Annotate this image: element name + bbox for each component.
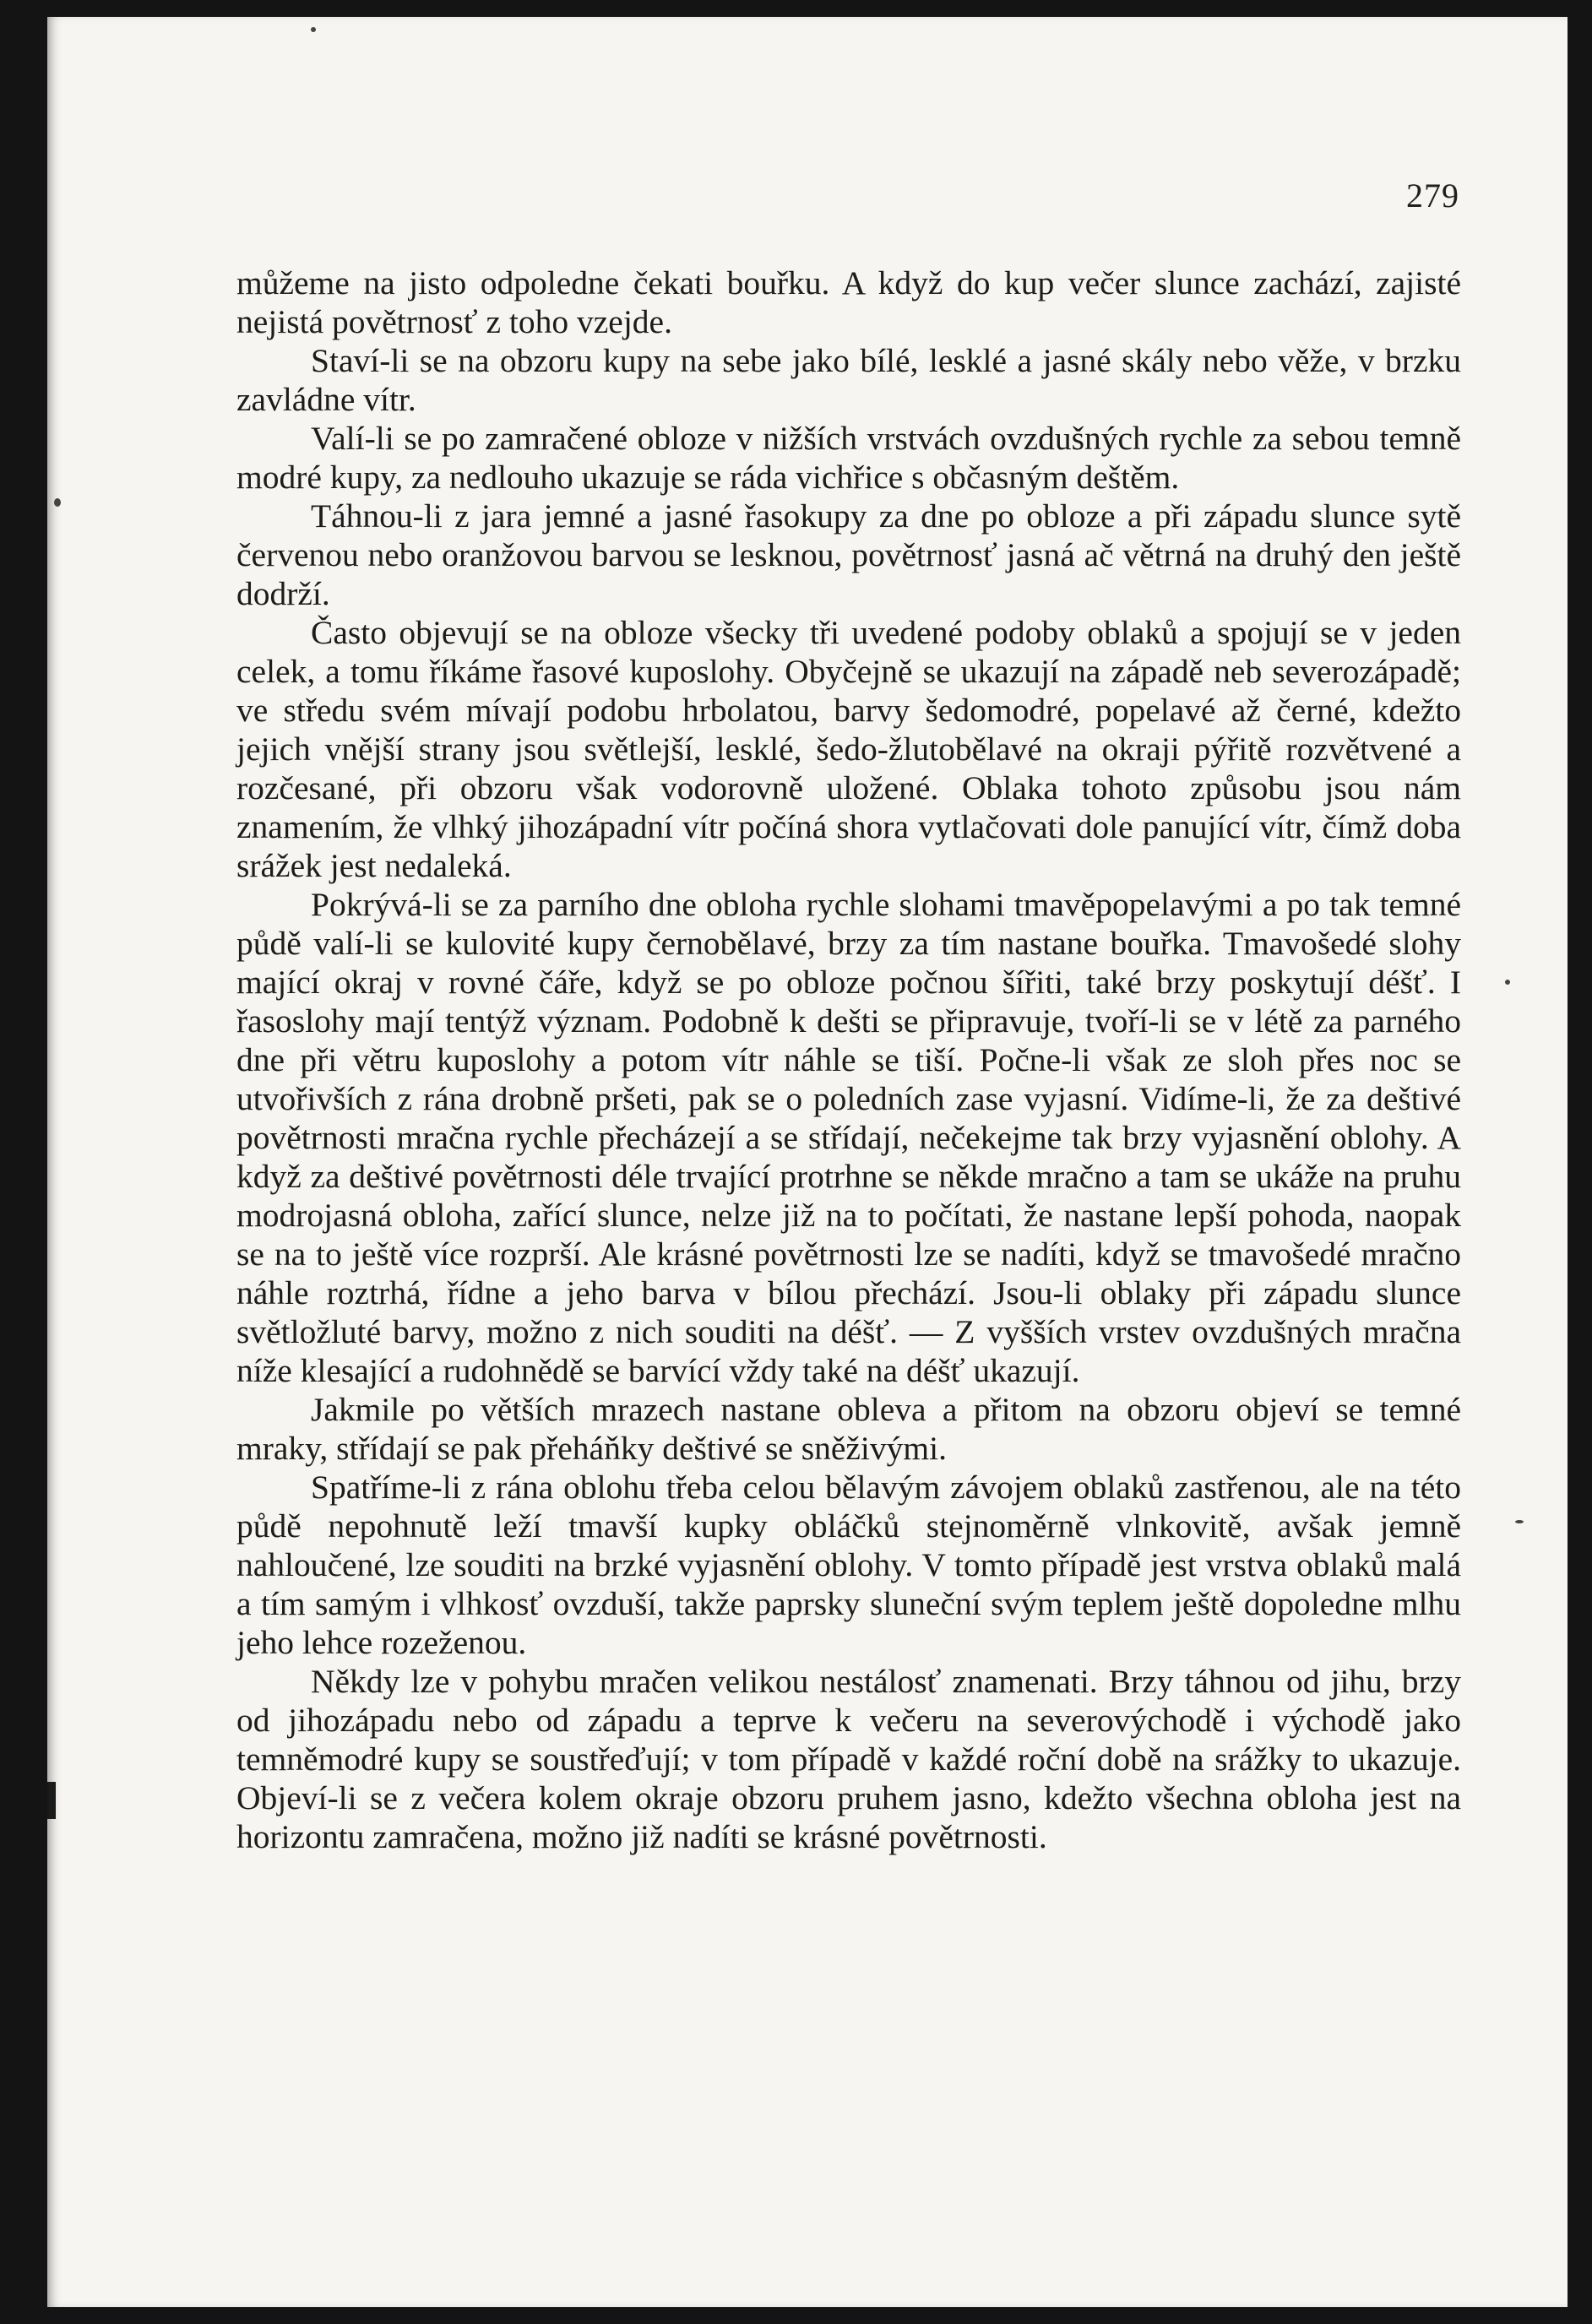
paragraph-9: Někdy lze v pohybu mračen velikou nestálosť znamenati. Brzy táhnou od jihu, brzy od jihozápadu nebo od západu a teprve k večeru na severovýchodě i východě jako temněmodré kupy se soustřeďují; v tom případě v každé roční době na srážky to ukazuje. Objeví-li se z večera kolem okraje obzoru pruhem jasno, kdežto všechna obloha jest na horizontu zamračena, možno již nadíti se krásné povětrnosti. [236, 1663, 1461, 1855]
paragraph-2: Staví-li se na obzoru kupy na sebe jako bílé, lesklé a jasné skály nebo věže, v brzku zavládne vítr. [236, 342, 1461, 418]
scan-speck [1515, 1520, 1524, 1523]
scan-edge-mark [47, 1782, 56, 1819]
paragraph-5: Často objevují se na obloze všecky tři uvedené podoby oblaků a spojují se v jeden celek, a tomu říkáme řasové kuposlohy. Obyčejně se ukazují na západě neb severozápadě; ve středu svém mívají podobu hrbolatou, barvy šedomodré, popelavé až černé, kdežto jejich vnější strany jsou světlejší, lesklé, šedo-žlutobělavé na okraji pýřitě rozvětvené a rozčesané, při obzoru však vodorovně uložené. Oblaka tohoto způsobu jsou nám znamením, že vlhký jihozápadní vítr počíná shora vytlačovati dole panující vítr, čímž doba srážek jest nedaleká. [236, 614, 1461, 884]
scan-speck [54, 498, 61, 507]
page-number: 279 [1406, 176, 1459, 214]
paragraph-4: Táhnou-li z jara jemné a jasné řasokupy za dne po obloze a při západu slunce sytě červenou nebo oranžovou barvou se lesknou, povětrnosť jasná ač větrná na druhý den ještě dodrží. [236, 497, 1461, 612]
paragraph-6: Pokrývá-li se za parního dne obloha rychle slohami tmavěpopelavými a po tak temné půdě valí-li se kulovité kupy černobělavé, brzy za tím nastane bouřka. Tmavošedé slohy mající okraj v rovné čáře, když se po obloze počnou šířiti, také brzy poskytují déšť. I řasoslohy mají tentýž význam. Podobně k dešti se připravuje, tvoří-li se v létě za parného dne při větru kuposlohy a potom vítr náhle se tiší. Počne-li však ze sloh přes noc se utvořivších z rána drobně pršeti, pak se o poledních zase vyjasní. Vidíme-li, že za deštivé povětrnosti mračna rychle přecházejí a se střídají, nečekejme tak brzy vyjasnění oblohy. A když za deštivé povětrnosti déle trvající protrhne se někde mračno a tam se ukáže na pruhu modrojasná obloha, zařící slunce, nelze již na to počítati, že nastane lepší pohoda, naopak se na to ještě více rozprší. Ale krásné povětrnosti lze se nadíti, když se tmavošedé mračno náhle roztrhá, řídne a jeho barva v bílou přechází. Jsou-li oblaky při západu slunce světložluté barvy, možno z nich souditi na déšť. — Z vyšších vrstev ovzdušných mračna níže klesající a rudohnědě se barvící vždy také na déšť ukazují. [236, 886, 1461, 1389]
book-page [47, 17, 1568, 2307]
scan-speck [311, 27, 316, 32]
body-text [236, 263, 1461, 1856]
paragraph-8: Spatříme-li z rána oblohu třeba celou bělavým závojem oblaků zastřenou, ale na této půdě nepohnutě leží tmavší kupky obláčků stejnoměrně vlnkovitě, avšak jemně nahloučené, lze souditi na brzké vyjasnění oblohy. V tomto případě jest vrstva oblaků malá a tím samým i vlhkosť ovzduší, takže paprsky sluneční svým teplem ještě dopoledne mlhu jeho lehce rozeženou. [236, 1469, 1461, 1661]
paragraph-7: Jakmile po větších mrazech nastane obleva a přitom na obzoru objeví se temné mraky, střídají se pak přeháňky deštivé se sněživými. [236, 1391, 1461, 1467]
paragraph-3: Valí-li se po zamračené obloze v nižších vrstvách ovzdušných rychle za sebou temně modré kupy, za nedlouho ukazuje se ráda vichřice s občasným deštěm. [236, 420, 1461, 496]
paragraph-1: můžeme na jisto odpoledne čekati bouřku. A když do kup večer slunce zachází, zajisté nejistá povětrnosť z toho vzejde. [236, 264, 1461, 340]
scan-speck [1505, 980, 1510, 985]
